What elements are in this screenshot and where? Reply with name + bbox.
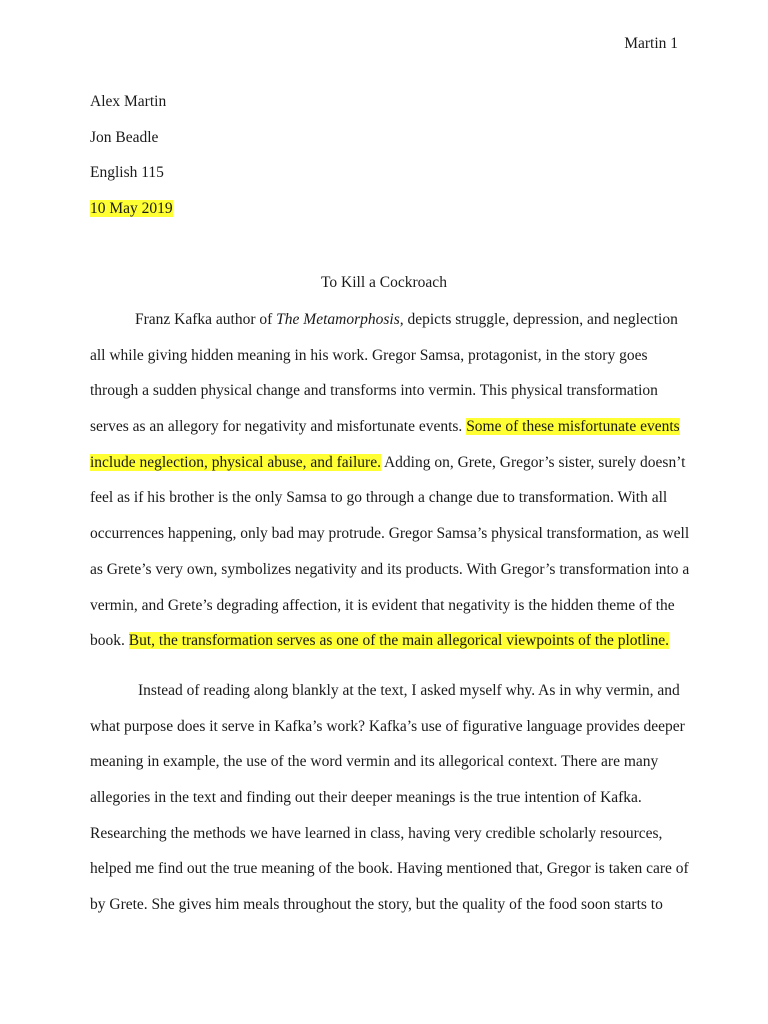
paragraph-line: [90, 417, 690, 453]
paragraph-line: helped me find out the true meaning of the book. Having mentioned that, Gregor is taken care of: [90, 860, 689, 878]
highlighted-text: But, the transformation serves as one of the main allegorical viewpoints of the plotline.: [128, 632, 669, 650]
paragraph-2: [90, 681, 690, 931]
date-highlight: 10 May 2019: [90, 200, 173, 218]
date-line: [90, 199, 173, 235]
paragraph-line: as Grete’s very own, symbolizes negativity and its products. With Gregor’s transformation into a: [90, 560, 690, 578]
paragraph-line: all while giving hidden meaning in his work. Gregor Samsa, protagonist, in the story goes: [90, 346, 648, 364]
paragraph-line: allegories in the text and finding out their deeper meanings is the true intention of Kafka.: [90, 789, 642, 807]
highlighted-text: Some of these misfortunate events: [466, 418, 680, 436]
paragraph-line: [90, 631, 690, 667]
paragraph-line: through a sudden physical change and transforms into vermin. This physical transformation: [90, 382, 658, 400]
running-head: Martin 1: [624, 35, 678, 52]
header-block: [90, 92, 173, 235]
paragraph-line: what purpose does it serve in Kafka’s work? Kafka’s use of figurative language provides deeper: [90, 717, 685, 735]
paragraph-line: by Grete. She gives him meals throughout the story, but the quality of the food soon starts to: [90, 896, 663, 914]
paragraph-line: [90, 310, 690, 346]
paragraph-line: feel as if his brother is the only Samsa to go through a change due to transformation. With all: [90, 489, 668, 507]
highlighted-text: include neglection, physical abuse, and failure.: [90, 453, 381, 471]
essay-title: To Kill a Cockroach: [321, 274, 447, 291]
course-name: English 115: [90, 164, 164, 182]
paragraph-line: occurrences happening, only bad may protrude. Gregor Samsa’s physical transformation, as well: [90, 525, 690, 543]
text-run: Adding on, Grete, Gregor’s sister, surely doesn’t: [380, 453, 686, 471]
paragraph-line: Instead of reading along blankly at the text, I asked myself why. As in why vermin, and: [138, 682, 680, 699]
paragraph-1: [90, 310, 690, 667]
text-run: Franz Kafka author of: [135, 311, 277, 328]
paragraph-line: meaning in example, the use of the word vermin and its allegorical context. There are many: [90, 753, 659, 771]
paragraph-line: vermin, and Grete’s degrading affection, it is evident that negativity is the hidden theme of the: [90, 596, 675, 614]
text-run: serves as an allegory for negativity and misfortunate events.: [90, 418, 467, 436]
book-title-italic: The Metamorphosis,: [276, 311, 404, 328]
paragraph-line: [90, 453, 690, 489]
paragraph-line: Researching the methods we have learned in class, having very credible scholarly resources,: [90, 824, 663, 842]
text-run: depicts struggle, depression, and neglection: [403, 311, 678, 328]
text-run: book.: [90, 632, 129, 650]
instructor-name: Jon Beadle: [90, 128, 159, 146]
student-name: Alex Martin: [90, 93, 167, 110]
